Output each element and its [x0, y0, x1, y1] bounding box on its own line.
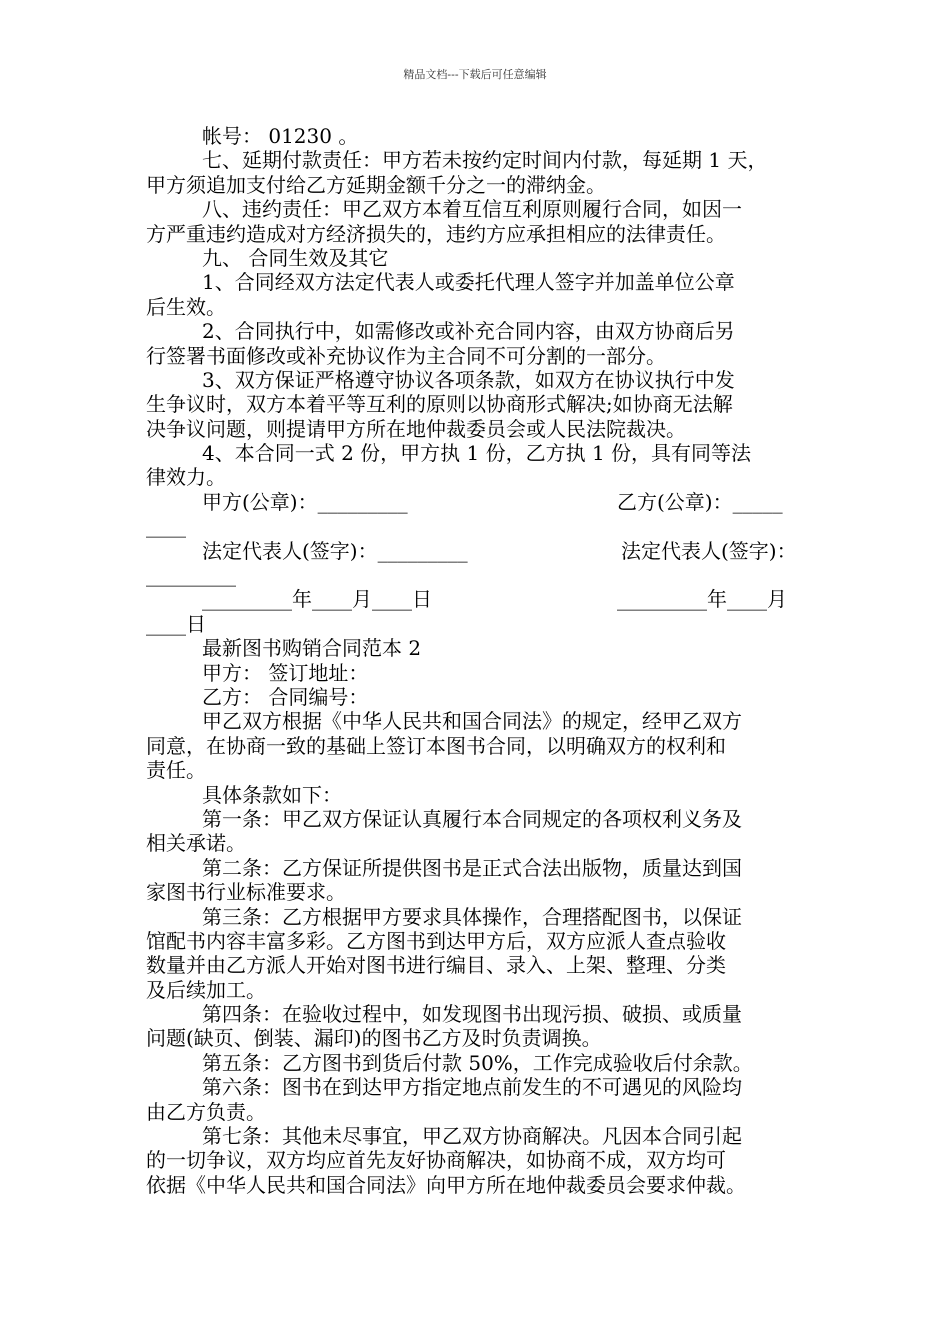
seal-line	[146, 490, 810, 514]
date-line	[146, 587, 810, 611]
article-3-cont3: 及后续加工。	[146, 977, 266, 1002]
terms-heading: 具体条款如下：	[202, 782, 342, 807]
article-4: 第四条：在验收过程中，如发现图书出现污损、破损、或质量	[202, 1002, 742, 1027]
seal-line-wrap: ____	[146, 514, 186, 539]
party-b-date: _________年____月	[617, 587, 787, 612]
article-6: 第六条：图书在到达甲方指定地点前发生的不可遇见的风险均	[202, 1075, 742, 1100]
clause-9-item-4: 4、本合同一式 2 份，甲方执 1 份，乙方执 1 份，具有同等法	[202, 441, 752, 466]
account-number-line: 帐号： 01230 。	[202, 124, 359, 148]
clause-9-item-2-cont: 行签署书面修改或补充协议作为主合同不可分割的一部分。	[146, 343, 666, 368]
article-3-cont2: 数量并由乙方派人开始对图书进行编目、录入、上架、整理、分类	[146, 953, 726, 978]
party-b-info: 乙方： 合同编号：	[202, 684, 369, 709]
page-header: 精品文档---下载后可任意编辑	[403, 68, 547, 81]
signature-line	[146, 539, 810, 563]
clause-9-item-3-cont2: 决争议问题，则提请甲方所在地仲裁委员会或人民法院裁决。	[146, 416, 686, 441]
article-6-cont: 由乙方负责。	[146, 1099, 266, 1124]
article-1: 第一条：甲乙双方保证认真履行本合同规定的各项权利义务及	[202, 806, 742, 831]
clause-9-item-2: 2、合同执行中，如需修改或补充合同内容，由双方协商后另	[202, 319, 735, 344]
section-title: 最新图书购销合同范本 2	[202, 636, 422, 661]
clause-7-title: 七、延期付款责任：甲方若未按约定时间内付款，每延期 1 天，	[202, 148, 768, 173]
clause-8-cont: 方严重违约造成对方经济损失的，违约方应承担相应的法律责任。	[146, 221, 726, 246]
clause-8-title: 八、违约责任：甲乙双方本着互信互利原则履行合同，如因一	[202, 197, 742, 222]
article-2-cont: 家图书行业标准要求。	[146, 880, 346, 905]
party-b-seal: 乙方(公章)：_____	[617, 489, 783, 514]
preamble-cont: 同意，在协商一致的基础上签订本图书合同，以明确双方的权利和	[146, 733, 726, 758]
article-7: 第七条：其他未尽事宜，甲乙双方协商解决。凡因本合同引起	[202, 1124, 742, 1149]
preamble: 甲乙双方根据《中华人民共和国合同法》的规定，经甲乙双方	[202, 709, 742, 734]
article-7-cont2: 依据《中华人民共和国合同法》向甲方所在地仲裁委员会要求仲裁。	[146, 1172, 746, 1197]
date-line-wrap: ____日	[146, 611, 206, 636]
party-a-info: 甲方： 签订地址：	[202, 660, 369, 685]
clause-9-item-4-cont: 律效力。	[146, 465, 226, 490]
clause-9-item-1: 1、合同经双方法定代表人或委托代理人签字并加盖单位公章	[202, 270, 735, 295]
signature-line-wrap: _________	[146, 563, 236, 588]
preamble-cont2: 责任。	[146, 758, 206, 783]
party-a-seal: 甲方(公章)：_________	[202, 489, 408, 514]
party-a-signature: 法定代表人(签字)：_________	[202, 538, 468, 563]
article-2: 第二条：乙方保证所提供图书是正式合法出版物，质量达到国	[202, 855, 742, 880]
article-1-cont: 相关承诺。	[146, 831, 246, 856]
clause-9-heading: 九、 合同生效及其它	[202, 245, 389, 270]
party-b-signature: 法定代表人(签字)：	[621, 538, 797, 563]
clause-9-item-1-cont: 后生效。	[146, 294, 226, 319]
article-3-cont: 馆配书内容丰富多彩。乙方图书到达甲方后，双方应派人查点验收	[146, 928, 726, 953]
article-5: 第五条：乙方图书到货后付款 50%，工作完成验收后付余款。	[202, 1050, 753, 1075]
article-3: 第三条：乙方根据甲方要求具体操作，合理搭配图书，以保证	[202, 904, 742, 929]
clause-9-item-3: 3、双方保证严格遵守协议各项条款，如双方在协议执行中发	[202, 367, 735, 392]
clause-9-item-3-cont: 生争议时，双方本着平等互利的原则以协商形式解决;如协商无法解	[146, 392, 733, 417]
article-4-cont: 问题(缺页、倒装、漏印)的图书乙方及时负责调换。	[146, 1026, 602, 1051]
document-body	[146, 124, 810, 1197]
party-a-date: _________年____月____日	[202, 587, 432, 612]
clause-7-cont: 甲方须追加支付给乙方延期金额千分之一的滞纳金。	[146, 172, 606, 197]
article-7-cont: 的一切争议，双方均应首先友好协商解决，如协商不成，双方均可	[146, 1148, 726, 1173]
